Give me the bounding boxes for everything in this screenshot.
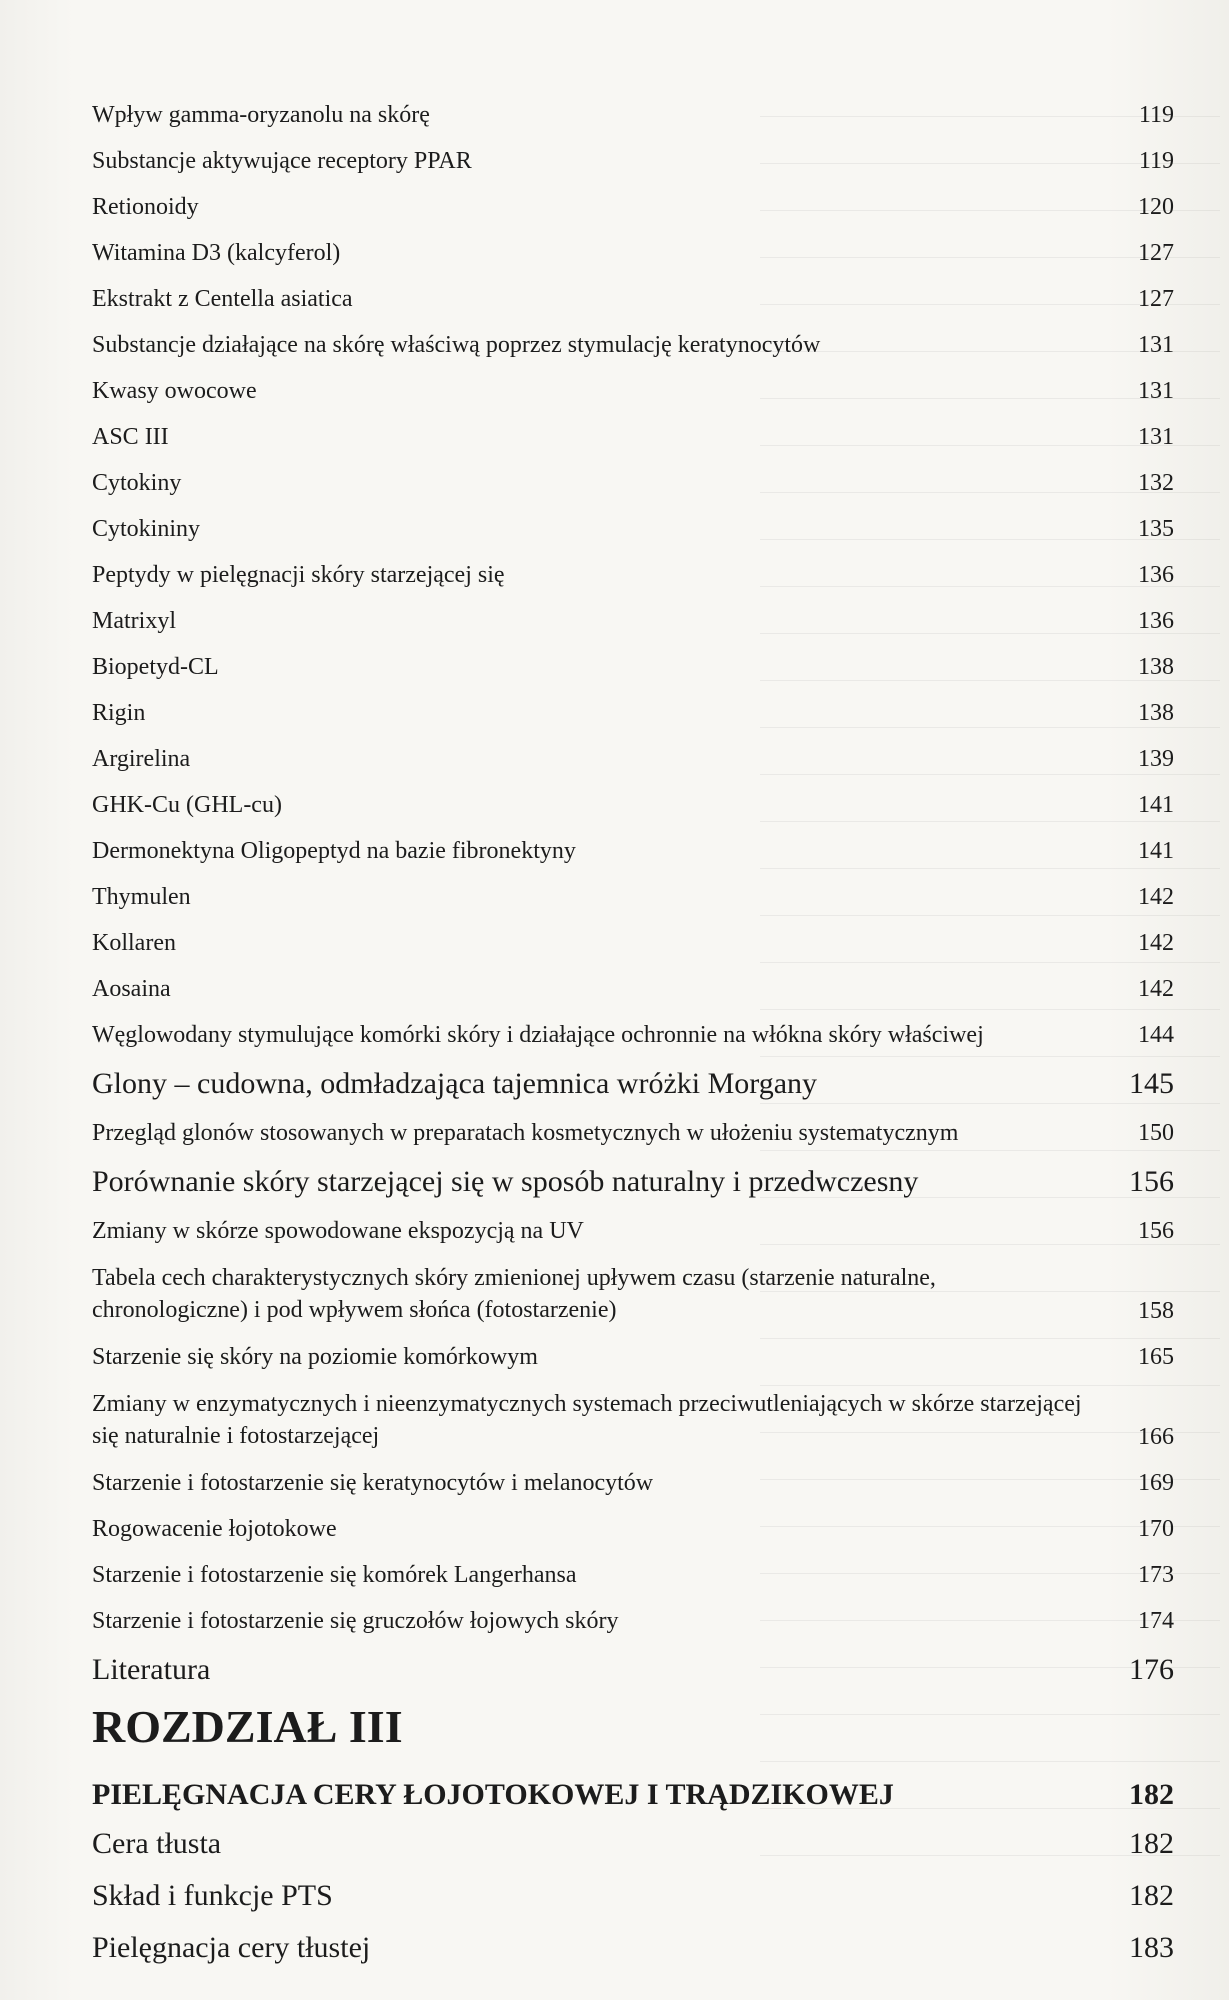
toc-entry-title: Thymulen <box>92 884 191 910</box>
toc-section-title: Porównanie skóry starzejącej się w sposób naturalny i przedwczesny <box>92 1165 919 1198</box>
toc-entry-page: 144 <box>1138 1022 1174 1048</box>
toc-entry-page: 138 <box>1138 654 1174 680</box>
toc-entry-title: Argirelina <box>92 746 191 772</box>
toc-entry-page: 142 <box>1138 976 1174 1002</box>
toc-entry-page: 165 <box>1138 1344 1174 1370</box>
toc-entry-page: 119 <box>1138 102 1174 128</box>
chapter-page: 182 <box>1129 1778 1174 1811</box>
toc-entry-page: 170 <box>1138 1516 1174 1542</box>
toc-entry-title: Cytokininy <box>92 516 201 542</box>
toc-entry-title: Substancje aktywujące receptory PPAR <box>92 148 472 174</box>
toc-entry-title: Substancje działające na skórę właściwą poprzez stymulację keratynocytów <box>92 332 821 358</box>
toc-entry-page: 131 <box>1138 424 1174 450</box>
toc-entry-title: Starzenie się skóry na poziomie komórkowym <box>92 1344 538 1370</box>
toc-entry-page: 166 <box>1138 1424 1174 1450</box>
toc-entry-title: Biopetyd-CL <box>92 654 219 680</box>
toc-entry-page: 120 <box>1138 194 1174 220</box>
toc-entry-page: 136 <box>1138 562 1174 588</box>
toc-entry-page: 173 <box>1138 1562 1174 1588</box>
toc-entry-title: Zmiany w enzymatycznych i nieenzymatycznych systemach przeciwutleniających w skórze starzejącej się naturalnie i fotostarzejącej <box>92 1391 1082 1449</box>
toc-entry-page: 132 <box>1138 470 1174 496</box>
toc-entry-page: 169 <box>1138 1470 1174 1496</box>
toc-entry-title: Starzenie i fotostarzenie się gruczołów łojowych skóry <box>92 1608 619 1634</box>
toc-entry-page: 127 <box>1138 286 1174 312</box>
toc-entry-title: Rigin <box>92 700 146 726</box>
toc-entry-title: Matrixyl <box>92 608 176 634</box>
toc-entry-title: Dermonektyna Oligopeptyd na bazie fibronektyny <box>92 838 576 864</box>
toc-entry-title: ASC III <box>92 424 169 450</box>
toc-section-title: Cera tłusta <box>92 1827 222 1860</box>
toc-entry-page: 136 <box>1138 608 1174 634</box>
toc-section-title: Pielęgnacja cery tłustej <box>92 1931 371 1964</box>
toc-entry-title: Kwasy owocowe <box>92 378 257 404</box>
toc-entry-page: 139 <box>1138 746 1174 772</box>
toc-entry-title: Starzenie i fotostarzenie się keratynocytów i melanocytów <box>92 1470 654 1496</box>
toc-section-page: 182 <box>1129 1879 1174 1912</box>
toc-entry-title: Witamina D3 (kalcyferol) <box>92 240 341 266</box>
toc-entry-title: Starzenie i fotostarzenie się komórek Langerhansa <box>92 1562 577 1588</box>
toc-entry-title: Zmiany w skórze spowodowane ekspozycją na UV <box>92 1218 584 1244</box>
toc-entry-page: 150 <box>1138 1120 1174 1146</box>
toc-entry-title: Cytokiny <box>92 470 182 496</box>
toc-entry-page: 158 <box>1138 1298 1174 1324</box>
toc-section-page: 176 <box>1129 1653 1174 1686</box>
toc-entry-page: 141 <box>1138 838 1174 864</box>
table-of-contents <box>92 84 1174 1966</box>
toc-section-page: 156 <box>1129 1165 1174 1198</box>
toc-entry-title: Węglowodany stymulujące komórki skóry i działające ochronnie na włókna skóry właściwej <box>92 1022 984 1048</box>
chapter-title: PIELĘGNACJA CERY ŁOJOTOKOWEJ I TRĄDZIKOWEJ <box>92 1778 894 1811</box>
toc-entry-title: Aosaina <box>92 976 171 1002</box>
toc-section-title: Skład i funkcje PTS <box>92 1879 333 1912</box>
toc-section-page: 145 <box>1129 1067 1174 1100</box>
toc-section-title: Literatura <box>92 1653 211 1686</box>
toc-entry-page: 131 <box>1138 332 1174 358</box>
toc-entry-page: 119 <box>1138 148 1174 174</box>
toc-entry-page: 174 <box>1138 1608 1174 1634</box>
toc-entry-title: Ekstrakt z Centella asiatica <box>92 286 353 312</box>
toc-entry-page: 138 <box>1138 700 1174 726</box>
toc-section-page: 183 <box>1129 1931 1174 1964</box>
toc-entry-page: 141 <box>1138 792 1174 818</box>
toc-section-title: Glony – cudowna, odmładzająca tajemnica wróżki Morgany <box>92 1067 818 1100</box>
toc-entry-title: Rogowacenie łojotokowe <box>92 1516 337 1542</box>
toc-entry-title: GHK-Cu (GHL-cu) <box>92 792 282 818</box>
chapter-label: ROZDZIAŁ III <box>92 1701 403 1752</box>
toc-entry-title: Tabela cech charakterystycznych skóry zmienionej upływem czasu (starzenie naturalne, chronologiczne) i pod wpływem słońca (fotostarzenie) <box>92 1265 936 1323</box>
toc-entry-title: Wpływ gamma-oryzanolu na skórę <box>92 102 430 128</box>
toc-entry-title: Retionoidy <box>92 194 199 220</box>
toc-entry-title: Peptydy w pielęgnacji skóry starzejącej się <box>92 562 505 588</box>
toc-entry-page: 135 <box>1138 516 1174 542</box>
toc-entry-page: 131 <box>1138 378 1174 404</box>
toc-entry-page: 142 <box>1138 930 1174 956</box>
toc-entry-title: Kollaren <box>92 930 176 956</box>
toc-entry-page: 156 <box>1138 1218 1174 1244</box>
toc-entry-page: 127 <box>1138 240 1174 266</box>
toc-entry-page: 142 <box>1138 884 1174 910</box>
toc-entry-title: Przegląd glonów stosowanych w preparatach kosmetycznych w ułożeniu systematycznym <box>92 1120 959 1146</box>
toc-section-page: 182 <box>1129 1827 1174 1860</box>
